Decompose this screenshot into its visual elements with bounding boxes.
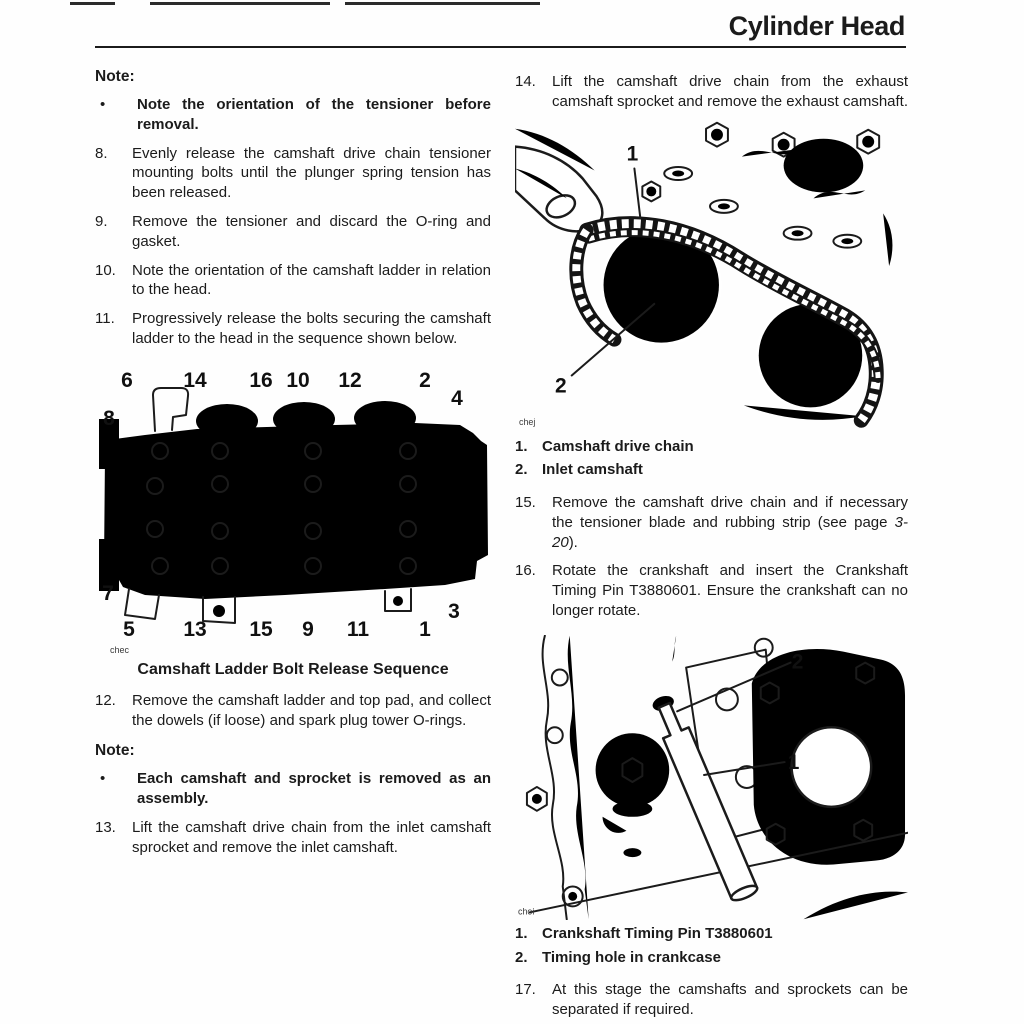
step-14 [515, 72, 908, 112]
step-text: Lift the camshaft drive chain from the inlet camshaft sprocket and remove the inlet camshaft. [132, 818, 491, 856]
callout-pin: 1 [787, 750, 800, 774]
legend-number: 2. [515, 948, 528, 966]
bolt-number: 4 [451, 386, 463, 410]
step-text: Remove the camshaft drive chain and if necessary the tensioner blade and rubbing strip (see page 3-20). [552, 494, 908, 551]
legend-number: 2. [515, 461, 528, 479]
bullet-icon: • [100, 770, 106, 788]
legend-text: Timing hole in crankcase [542, 948, 721, 966]
step-text: Remove the camshaft ladder and top pad, and collect the dowels (if loose) and spark plug tower O-rings. [132, 691, 491, 729]
bolt-sequence-drawing [85, 359, 505, 659]
bullet-icon: • [100, 96, 106, 113]
step-number: 10. [95, 261, 116, 279]
step-number: 16. [515, 562, 536, 580]
legend-item [515, 949, 908, 968]
page-reference: 3-20 [552, 513, 908, 551]
legend-number: 1. [515, 437, 528, 455]
legend-item [515, 461, 908, 480]
bolt-number: 3 [448, 599, 460, 623]
bolt-number: 11 [346, 617, 370, 641]
note-bullet-text: Note the orientation of the tensioner before removal. [137, 96, 491, 133]
bolt-number: 5 [123, 617, 135, 641]
note-heading: Note: [95, 742, 135, 760]
step-text: Evenly release the camshaft drive chain tensioner mounting bolts until the plunger spring tension has been released. [132, 144, 491, 202]
legend-text: Camshaft drive chain [542, 437, 694, 455]
timing-pin [659, 703, 759, 903]
legend-number: 1. [515, 924, 528, 942]
note-bullet [95, 95, 491, 135]
legend-item [515, 925, 908, 944]
callout-chain: 1 [626, 142, 639, 166]
step-15 [515, 493, 908, 552]
header-rule [95, 46, 906, 48]
step-text: Progressively release the bolts securing the camshaft ladder to the head in the sequence shown below. [132, 310, 491, 347]
step-number: 13. [95, 818, 116, 836]
figure-chain-removal [515, 118, 908, 433]
figure-code-label: chej [518, 416, 536, 427]
bolt-number: 10 [286, 368, 310, 392]
timing-pin-drawing [515, 635, 908, 920]
step-17 [515, 980, 908, 1020]
legend-item [515, 438, 908, 457]
crankcase-cover [752, 649, 905, 865]
step-number: 8. [95, 144, 108, 162]
hand [515, 128, 602, 231]
note-bullet-text: Each camshaft and sprocket is removed as an assembly. [137, 770, 491, 808]
bolt-number: 2 [419, 368, 431, 392]
right-column [515, 68, 908, 1020]
step-11 [95, 309, 491, 349]
callout-camshaft: 2 [554, 373, 567, 397]
bolt-number: 1 [419, 617, 431, 641]
legend-text: Inlet camshaft [542, 461, 643, 479]
step-text: Lift the camshaft drive chain from the exhaust camshaft sprocket and remove the exhaust camshaft. [552, 73, 909, 110]
figure-bolt-sequence [85, 359, 491, 659]
step-13 [95, 818, 491, 858]
step-number: 14. [515, 73, 536, 90]
legend-text: Crankshaft Timing Pin T3880601 [542, 924, 773, 942]
bolt-number: 7 [102, 581, 114, 605]
step-9 [95, 212, 491, 252]
scan-artifact-line [345, 2, 540, 5]
bolt-number: 12 [338, 368, 362, 392]
callout-hole: 2 [791, 650, 804, 674]
oil-pump-gear [596, 733, 670, 857]
step-number: 11. [95, 310, 115, 328]
bolt-number: 9 [302, 617, 314, 641]
step-text: Remove the tensioner and discard the O-ring and gasket. [132, 212, 491, 250]
step-text: Note the orientation of the camshaft ladder in relation to the head. [132, 261, 491, 299]
step-number: 15. [515, 494, 536, 512]
step-12 [95, 691, 491, 731]
chain-removal-drawing [515, 118, 908, 433]
scan-artifact-line [70, 2, 115, 5]
figure-code-label: choi [517, 906, 535, 917]
figure-timing-pin [515, 635, 908, 920]
step-16 [515, 561, 908, 620]
bolt-number: 13 [183, 617, 207, 641]
step-text: At this stage the camshafts and sprockets can be separated if required. [552, 981, 908, 1019]
step-number: 12. [95, 691, 116, 709]
scan-artifact-line [150, 2, 330, 5]
note-heading: Note: [95, 68, 135, 85]
step-number: 17. [515, 981, 536, 999]
step-8 [95, 144, 491, 203]
step-number: 9. [95, 212, 108, 230]
bolt-number: 14 [183, 368, 207, 392]
bolt-number: 15 [249, 617, 273, 641]
bolt-number: 8 [103, 406, 115, 430]
step-10 [95, 261, 491, 301]
page-title: Cylinder Head [728, 11, 905, 41]
note-bullet [95, 769, 491, 809]
bolt-number: 16 [249, 368, 273, 392]
step-text: Rotate the crankshaft and insert the Crankshaft Timing Pin T3880601. Ensure the crankshaft can no longer rotate. [552, 562, 908, 620]
bolt-number: 6 [121, 368, 133, 392]
left-column [95, 68, 491, 858]
figure-caption: Camshaft Ladder Bolt Release Sequence [137, 660, 449, 678]
figure-code-label: chec [110, 644, 130, 655]
